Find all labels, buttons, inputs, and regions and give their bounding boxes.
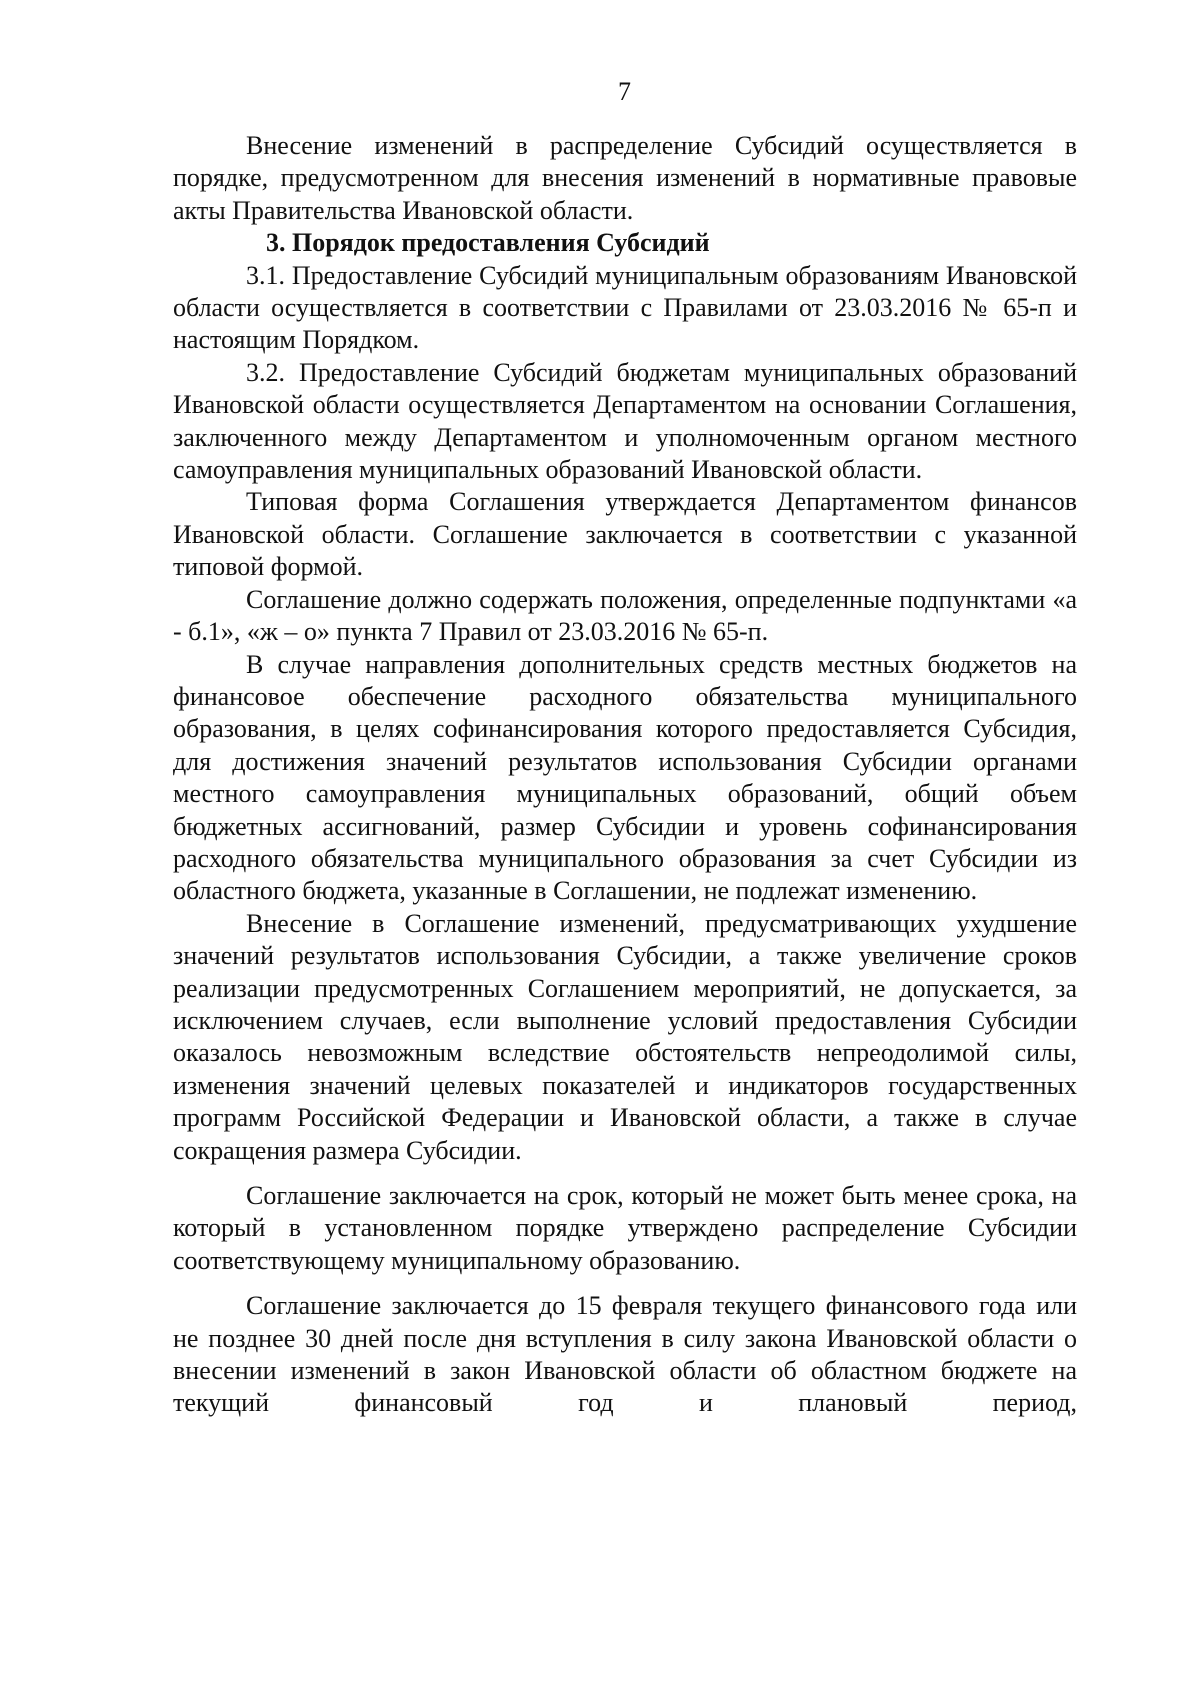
- intro-paragraph: Внесение изменений в распределение Субсидий осуществляется в порядке, предусмотренном для внесения изменений в нормативные правовые акты Правительства Ивановской области.: [173, 131, 1077, 225]
- paragraph-additional-funds: В случае направления дополнительных средств местных бюджетов на финансовое обеспечение расходного обязательства муниципального образования, в целях софинансирования которого предоставляется Субсидия, для достижения значений результатов использования Субсидии органами местного самоуправления муниципальных образований, общий объем бюджетных ассигнований, размер Субсидии и уровень софинансирования расходного обязательства муниципального образования за счет Субсидии из областного бюджета, указанные в Соглашении, не подлежат изменению.: [173, 649, 1077, 906]
- section-heading: 3. Порядок предоставления Субсидий: [266, 228, 710, 258]
- paragraph-agreement-changes: Внесение в Соглашение изменений, предусматривающих ухудшение значений результатов использования Субсидии, а также увеличение сроков реализации предусмотренных Соглашением мероприятий, не допускается, за исключением случаев, если выполнение условий предоставления Субсидии оказалось невозможным вследствие обстоятельств непреодолимой силы, изменения значений целевых показателей и индикаторов государственных программ Российской Федерации и Ивановской области, а также в случае сокращения размера Субсидии.: [173, 908, 1077, 1165]
- paragraph-agreement-form: Типовая форма Соглашения утверждается Департаментом финансов Ивановской области. Соглашение заключается в соответствии с указанной типовой формой.: [173, 487, 1077, 582]
- paragraph-3-2: 3.2. Предоставление Субсидий бюджетам муниципальных образований Ивановской области осуществляется Департаментом на основании Соглашения, заключенного между Департаментом и уполномоченным органом местного самоуправления муниципальных образований Ивановской области.: [173, 357, 1077, 485]
- paragraph-agreement-term: Соглашение заключается на срок, который не может быть менее срока, на который в установленном порядке утверждено распределение Субсидии соответствующему муниципальному образованию.: [173, 1181, 1077, 1275]
- page-number: 7: [618, 77, 631, 106]
- paragraph-3-1: 3.1. Предоставление Субсидий муниципальным образованиям Ивановской области осуществляется в соответствии с Правилами от 23.03.2016 № 65-п и настоящим Порядком.: [173, 260, 1077, 355]
- paragraph-agreement-content: Соглашение должно содержать положения, определенные подпунктами «а - б.1», «ж – о» пункта 7 Правил от 23.03.2016 № 65-п.: [173, 584, 1077, 647]
- document-body: [173, 130, 1077, 1420]
- paragraph-agreement-deadline: Соглашение заключается до 15 февраля текущего финансового года или не позднее 30 дней после дня вступления в силу закона Ивановской области о внесении изменений в закон Ивановской области об областном бюджете на текущий финансовый год и плановый период,: [173, 1291, 1077, 1418]
